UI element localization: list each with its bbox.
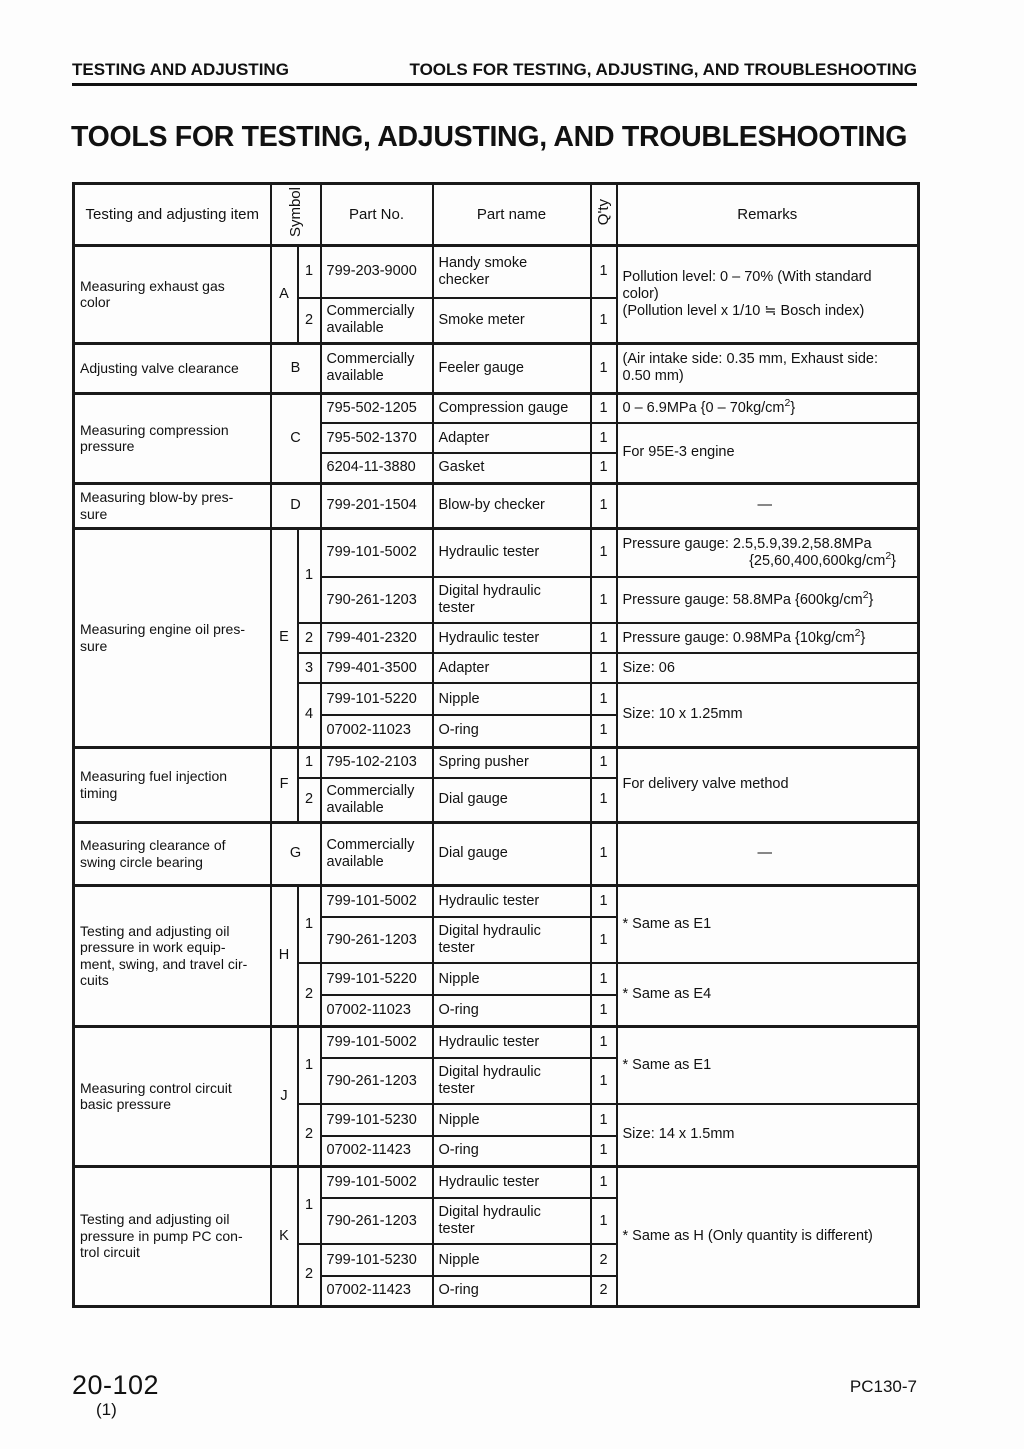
part-name-cell: Nipple	[433, 1104, 591, 1136]
table-body	[74, 245, 919, 1306]
part-name-cell: Feeler gauge	[433, 343, 591, 393]
table-row	[74, 822, 919, 885]
symbol-number-cell: 2	[298, 1244, 321, 1306]
part-no-cell: 799-101-5220	[321, 963, 433, 995]
remark-cell: Pollution level: 0 – 70% (With standard color) (Pollution level x 1/10 ≒ Bosch index)	[617, 245, 919, 343]
part-no-cell: 790-261-1203	[321, 577, 433, 623]
remark-cell: Size: 14 x 1.5mm	[617, 1104, 919, 1166]
table-row	[74, 1026, 919, 1058]
qty-cell: 2	[591, 1276, 617, 1306]
part-name-cell: Nipple	[433, 1244, 591, 1276]
item-cell: Measuring control circuit basic pressure	[74, 1026, 271, 1166]
col-header-remarks: Remarks	[617, 184, 919, 246]
part-name-cell: Nipple	[433, 683, 591, 715]
part-no-cell: 799-201-1504	[321, 483, 433, 528]
part-no-cell: 799-401-2320	[321, 623, 433, 653]
item-cell: Measuring engine oil pres- sure	[74, 528, 271, 747]
qty-cell: 1	[591, 577, 617, 623]
part-no-cell: Commercially available	[321, 343, 433, 393]
symbol-number-cell: 1	[298, 1026, 321, 1104]
part-name-cell: Adapter	[433, 423, 591, 453]
part-name-cell: Smoke meter	[433, 298, 591, 343]
symbol-letter-cell: G	[271, 822, 321, 885]
qty-cell: 1	[591, 747, 617, 778]
part-no-cell: 790-261-1203	[321, 1198, 433, 1244]
qty-cell: 1	[591, 1026, 617, 1058]
remark-cell: 0 – 6.9MPa $\{0 - 70kg/cm^2\}$	[617, 393, 919, 423]
symbol-number-cell: 4	[298, 683, 321, 747]
table-row	[74, 245, 919, 298]
footer-page-number: 20-102	[72, 1370, 160, 1400]
item-cell: Measuring compression pressure	[74, 393, 271, 483]
part-name-cell: O-ring	[433, 1276, 591, 1306]
part-no-cell: 07002-11423	[321, 1136, 433, 1166]
part-name-cell: O-ring	[433, 995, 591, 1026]
symbol-letter-cell: E	[271, 528, 298, 747]
symbol-number-cell: 1	[298, 885, 321, 963]
symbol-letter-cell: D	[271, 483, 321, 528]
part-name-cell: Adapter	[433, 653, 591, 683]
remark-cell: Pressure gauge: 58.8MPa $\{600kg/cm^2\}$	[617, 577, 919, 623]
part-no-cell: Commercially available	[321, 822, 433, 885]
part-no-cell: 07002-11023	[321, 715, 433, 747]
item-cell: Testing and adjusting oil pressure in pump PC con- trol circuit	[74, 1166, 271, 1306]
qty-cell: 1	[591, 483, 617, 528]
symbol-number-cell: 2	[298, 298, 321, 343]
part-name-cell: Hydraulic tester	[433, 1026, 591, 1058]
part-no-cell: 6204-11-3880	[321, 453, 433, 483]
qty-cell: 1	[591, 453, 617, 483]
running-header-left: TESTING AND ADJUSTING	[72, 60, 289, 79]
remark-cell: * Same as E1	[617, 885, 919, 963]
remark-cell: Size: 06	[617, 653, 919, 683]
remark-cell: Pressure gauge: 0.98MPa $\{10kg/cm^2\}$	[617, 623, 919, 653]
part-no-cell: 790-261-1203	[321, 1058, 433, 1104]
part-name-cell: Digital hydraulic tester	[433, 1058, 591, 1104]
part-name-cell: Hydraulic tester	[433, 885, 591, 917]
part-name-cell: Dial gauge	[433, 778, 591, 822]
part-name-cell: Handy smoke checker	[433, 245, 591, 298]
item-cell: Measuring clearance of swing circle bearing	[74, 822, 271, 885]
remark-cell: Pressure gauge: 2.5,5.9,39.2,58.8MPa $\{25,60,400,600kg/cm^2\}$	[617, 528, 919, 577]
running-header	[72, 60, 917, 80]
remark-cell: * Same as E4	[617, 963, 919, 1026]
tools-table	[72, 182, 920, 1308]
qty-cell: 1	[591, 1136, 617, 1166]
qty-cell: 1	[591, 1166, 617, 1198]
qty-cell: 1	[591, 343, 617, 393]
symbol-letter-cell: B	[271, 343, 321, 393]
table-row	[74, 343, 919, 393]
header-rule	[72, 83, 917, 86]
part-no-cell: 799-101-5002	[321, 1026, 433, 1058]
symbol-number-cell: 1	[298, 245, 321, 298]
part-no-cell: 799-401-3500	[321, 653, 433, 683]
qty-cell: 1	[591, 917, 617, 963]
running-header-right: TOOLS FOR TESTING, ADJUSTING, AND TROUBLESHOOTING	[409, 60, 917, 79]
col-header-qty: Q'ty	[591, 184, 617, 246]
remark-cell: —	[617, 822, 919, 885]
symbol-number-cell: 2	[298, 623, 321, 653]
qty-cell: 1	[591, 778, 617, 822]
footer-page-sub: (1)	[96, 1400, 117, 1419]
symbol-letter-cell: A	[271, 245, 298, 343]
remark-cell: (Air intake side: 0.35 mm, Exhaust side: 0.50 mm)	[617, 343, 919, 393]
table-row	[74, 528, 919, 577]
qty-cell: 1	[591, 393, 617, 423]
qty-cell: 2	[591, 1244, 617, 1276]
table-header-row	[74, 184, 919, 246]
qty-cell: 1	[591, 653, 617, 683]
qty-cell: 1	[591, 423, 617, 453]
part-no-cell: 07002-11423	[321, 1276, 433, 1306]
qty-cell: 1	[591, 298, 617, 343]
part-no-cell: 799-203-9000	[321, 245, 433, 298]
qty-cell: 1	[591, 1198, 617, 1244]
part-no-cell: 795-502-1370	[321, 423, 433, 453]
footer-model: PC130-7	[849, 1377, 917, 1396]
qty-cell: 1	[591, 623, 617, 653]
part-no-cell: 07002-11023	[321, 995, 433, 1026]
table-row	[74, 747, 919, 778]
qty-cell: 1	[591, 528, 617, 577]
part-name-cell: Gasket	[433, 453, 591, 483]
symbol-letter-cell: C	[271, 393, 321, 483]
col-header-symbol: Symbol	[271, 184, 321, 246]
table-row	[74, 393, 919, 423]
table-row	[74, 483, 919, 528]
symbol-letter-cell: F	[271, 747, 298, 822]
part-name-cell: Digital hydraulic tester	[433, 577, 591, 623]
qty-cell: 1	[591, 1058, 617, 1104]
part-name-cell: Hydraulic tester	[433, 528, 591, 577]
part-name-cell: Hydraulic tester	[433, 1166, 591, 1198]
page-title: TOOLS FOR TESTING, ADJUSTING, AND TROUBLESHOOTING	[71, 121, 908, 153]
remark-cell: * Same as H (Only quantity is different)	[617, 1166, 919, 1306]
qty-cell: 1	[591, 885, 617, 917]
item-cell: Measuring exhaust gas color	[74, 245, 271, 343]
symbol-letter-cell: H	[271, 885, 298, 1026]
part-no-cell: Commercially available	[321, 298, 433, 343]
symbol-number-cell: 3	[298, 653, 321, 683]
qty-cell: 1	[591, 715, 617, 747]
part-name-cell: Dial gauge	[433, 822, 591, 885]
symbol-number-cell: 2	[298, 1104, 321, 1166]
symbol-number-cell: 2	[298, 963, 321, 1026]
remark-cell: * Same as E1	[617, 1026, 919, 1104]
qty-cell: 1	[591, 963, 617, 995]
part-name-cell: Nipple	[433, 963, 591, 995]
qty-cell: 1	[591, 995, 617, 1026]
item-cell: Testing and adjusting oil pressure in work equip- ment, swing, and travel cir- cuits	[74, 885, 271, 1026]
item-cell: Measuring fuel injection timing	[74, 747, 271, 822]
remark-cell: For 95E-3 engine	[617, 423, 919, 483]
symbol-number-cell: 1	[298, 1166, 321, 1244]
part-no-cell: 795-102-2103	[321, 747, 433, 778]
part-no-cell: Commercially available	[321, 778, 433, 822]
part-name-cell: Spring pusher	[433, 747, 591, 778]
remark-cell: For delivery valve method	[617, 747, 919, 822]
symbol-letter-cell: K	[271, 1166, 298, 1306]
remark-cell: —	[617, 483, 919, 528]
part-no-cell: 799-101-5002	[321, 885, 433, 917]
part-name-cell: O-ring	[433, 1136, 591, 1166]
part-name-cell: Digital hydraulic tester	[433, 917, 591, 963]
qty-cell: 1	[591, 1104, 617, 1136]
part-name-cell: Digital hydraulic tester	[433, 1198, 591, 1244]
table-row	[74, 885, 919, 917]
part-no-cell: 799-101-5220	[321, 683, 433, 715]
qty-cell: 1	[591, 245, 617, 298]
qty-cell: 1	[591, 822, 617, 885]
symbol-number-cell: 1	[298, 528, 321, 623]
col-header-part-no: Part No.	[321, 184, 433, 246]
symbol-number-cell: 1	[298, 747, 321, 778]
symbol-number-cell: 2	[298, 778, 321, 822]
part-name-cell: Compression gauge	[433, 393, 591, 423]
qty-cell: 1	[591, 683, 617, 715]
item-cell: Adjusting valve clearance	[74, 343, 271, 393]
part-no-cell: 799-101-5002	[321, 1166, 433, 1198]
part-no-cell: 795-502-1205	[321, 393, 433, 423]
item-cell: Measuring blow-by pres- sure	[74, 483, 271, 528]
part-no-cell: 799-101-5230	[321, 1104, 433, 1136]
symbol-letter-cell: J	[271, 1026, 298, 1166]
part-name-cell: Hydraulic tester	[433, 623, 591, 653]
table-row	[74, 1166, 919, 1198]
remark-cell: Size: 10 x 1.25mm	[617, 683, 919, 747]
part-no-cell: 799-101-5002	[321, 528, 433, 577]
part-name-cell: Blow-by checker	[433, 483, 591, 528]
part-no-cell: 799-101-5230	[321, 1244, 433, 1276]
part-no-cell: 790-261-1203	[321, 917, 433, 963]
col-header-item: Testing and adjusting item	[74, 184, 271, 246]
part-name-cell: O-ring	[433, 715, 591, 747]
col-header-part-name: Part name	[433, 184, 591, 246]
